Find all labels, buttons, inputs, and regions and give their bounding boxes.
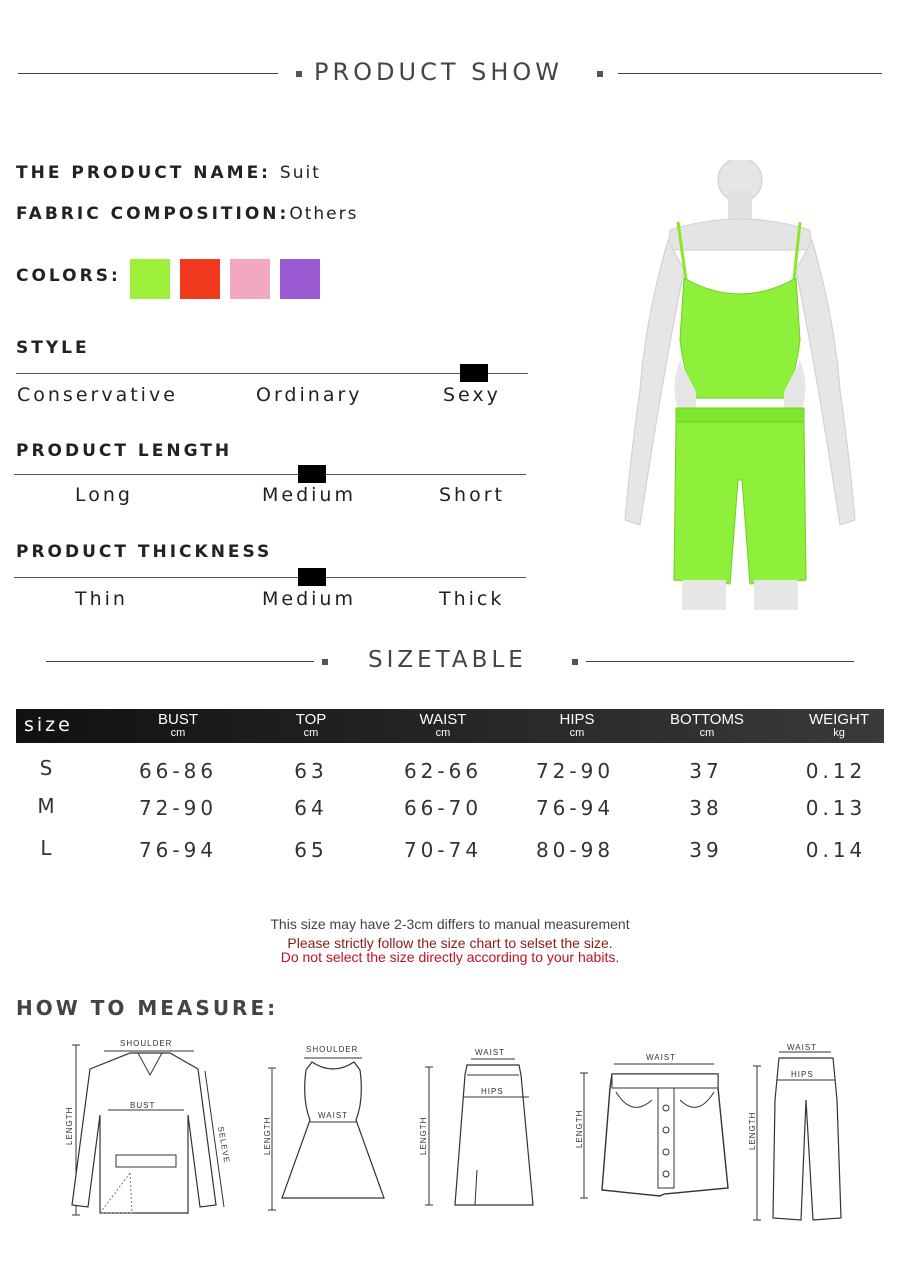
product-name-label: THE PRODUCT NAME: [16, 163, 271, 183]
col-weight-name: WEIGHT [809, 711, 869, 728]
length-option-medium: Medium [262, 484, 356, 506]
sizetable-title: SIZETABLE [368, 647, 527, 673]
col-header-weight [794, 712, 884, 739]
dress-waist-label: WAIST [318, 1111, 349, 1120]
style-option-conservative: Conservative [17, 384, 178, 406]
col-header-bust [138, 712, 218, 739]
cell-hips: 72-90 [535, 759, 615, 783]
how-to-measure-title: HOW TO MEASURE: [16, 996, 279, 1020]
sizetable-bullet-left [322, 659, 328, 665]
cell-waist: 70-74 [403, 838, 483, 862]
header-bullet-left [296, 71, 302, 77]
col-bust-name: BUST [157, 711, 198, 728]
color-swatch-green[interactable] [130, 259, 170, 299]
col-top-unit: cm [303, 727, 319, 739]
sizetable-line-right [586, 661, 854, 662]
length-marker [298, 465, 326, 483]
cell-bust: 76-94 [138, 838, 218, 862]
cell-bottoms: 37 [689, 759, 723, 783]
length-option-short: Short [439, 484, 505, 506]
thickness-option-thick: Thick [439, 588, 505, 610]
product-photo [600, 160, 880, 610]
thickness-label: PRODUCT THICKNESS [16, 542, 273, 562]
cell-weight: 0.12 [805, 759, 867, 783]
jacket-bust-label: BUST [130, 1101, 156, 1110]
dress-shoulder-label: SHOULDER [306, 1045, 359, 1054]
col-bust-unit: cm [170, 727, 186, 739]
cell-waist: 66-70 [403, 796, 483, 820]
pants-waist-label: WAIST [787, 1043, 818, 1052]
dress-illustration [260, 1040, 400, 1215]
col-header-bottoms [657, 712, 757, 739]
col-weight-unit: kg [833, 727, 845, 739]
length-label: PRODUCT LENGTH [16, 441, 233, 461]
skirt-hips-label: HIPS [481, 1087, 504, 1096]
thickness-option-thin: Thin [75, 588, 128, 610]
note-habits: Do not select the size directly according to your habits. [280, 949, 620, 965]
col-waist-name: WAIST [419, 711, 467, 728]
col-bottoms-name: BOTTOMS [670, 711, 744, 728]
cell-hips: 76-94 [535, 796, 615, 820]
row-size: M [37, 794, 59, 818]
length-scale-line [14, 474, 526, 475]
skirt-waist-label: WAIST [475, 1048, 506, 1057]
row-size: L [40, 836, 56, 860]
jacket-illustration [60, 1035, 240, 1220]
style-marker [460, 364, 488, 382]
note-measurement: This size may have 2-3cm differs to manual measurement [270, 916, 630, 932]
cell-weight: 0.14 [805, 838, 867, 862]
skirt-illustration [415, 1045, 545, 1215]
fabric-value: Others [289, 204, 359, 224]
cell-top: 63 [294, 759, 328, 783]
shorts-illustration [572, 1048, 742, 1203]
cell-bust: 72-90 [138, 796, 218, 820]
cell-waist: 62-66 [403, 759, 483, 783]
color-swatch-red[interactable] [180, 259, 220, 299]
pants-illustration [745, 1040, 865, 1225]
pants-length-label: LENGTH [748, 1111, 757, 1150]
thickness-scale-line [14, 577, 526, 578]
sizetable-bullet-right [572, 659, 578, 665]
row-size: S [39, 756, 57, 780]
color-swatch-purple[interactable] [280, 259, 320, 299]
cell-bottoms: 38 [689, 796, 723, 820]
col-header-hips [537, 712, 617, 739]
skirt-length-label: LENGTH [419, 1116, 428, 1155]
product-name-row [16, 163, 321, 183]
header-line-right [618, 73, 882, 74]
style-label: STYLE [16, 338, 90, 358]
cell-top: 64 [294, 796, 328, 820]
col-hips-name: HIPS [559, 711, 595, 728]
col-header-top [271, 712, 351, 739]
thickness-option-medium: Medium [262, 588, 356, 610]
cell-top: 65 [294, 838, 328, 862]
col-waist-unit: cm [435, 727, 451, 739]
page-title: PRODUCT SHOW [314, 58, 564, 86]
col-top-name: TOP [295, 711, 327, 728]
shorts-waist-label: WAIST [646, 1053, 677, 1062]
header-bullet-right [597, 71, 603, 77]
note-follow-chart: Please strictly follow the size chart to selset the size. [287, 935, 613, 951]
col-hips-unit: cm [569, 727, 585, 739]
cell-bottoms: 39 [689, 838, 723, 862]
color-swatch-pink[interactable] [230, 259, 270, 299]
style-scale-line [16, 373, 528, 374]
sizetable-line-left [46, 661, 314, 662]
col-header-waist [403, 712, 483, 739]
cell-hips: 80-98 [535, 838, 615, 862]
product-name-value: Suit [279, 163, 321, 183]
col-bottoms-unit: cm [699, 727, 715, 739]
jacket-length-label: LENGTH [65, 1106, 74, 1145]
cell-weight: 0.13 [805, 796, 867, 820]
shorts-length-label: LENGTH [575, 1109, 584, 1148]
pants-hips-label: HIPS [791, 1070, 814, 1079]
dress-length-label: LENGTH [263, 1116, 272, 1155]
jacket-shoulder-label: SHOULDER [120, 1039, 173, 1048]
fabric-row [16, 204, 358, 224]
colors-label: COLORS: [16, 266, 121, 286]
style-option-ordinary: Ordinary [256, 384, 363, 406]
cell-bust: 66-86 [138, 759, 218, 783]
size-header-label: size [24, 714, 73, 736]
header-line-left [18, 73, 278, 74]
fabric-label: FABRIC COMPOSITION: [16, 204, 290, 224]
style-option-sexy: Sexy [443, 384, 501, 406]
length-option-long: Long [75, 484, 133, 506]
jacket-sleeve-label: SELEVE [216, 1125, 232, 1164]
thickness-marker [298, 568, 326, 586]
